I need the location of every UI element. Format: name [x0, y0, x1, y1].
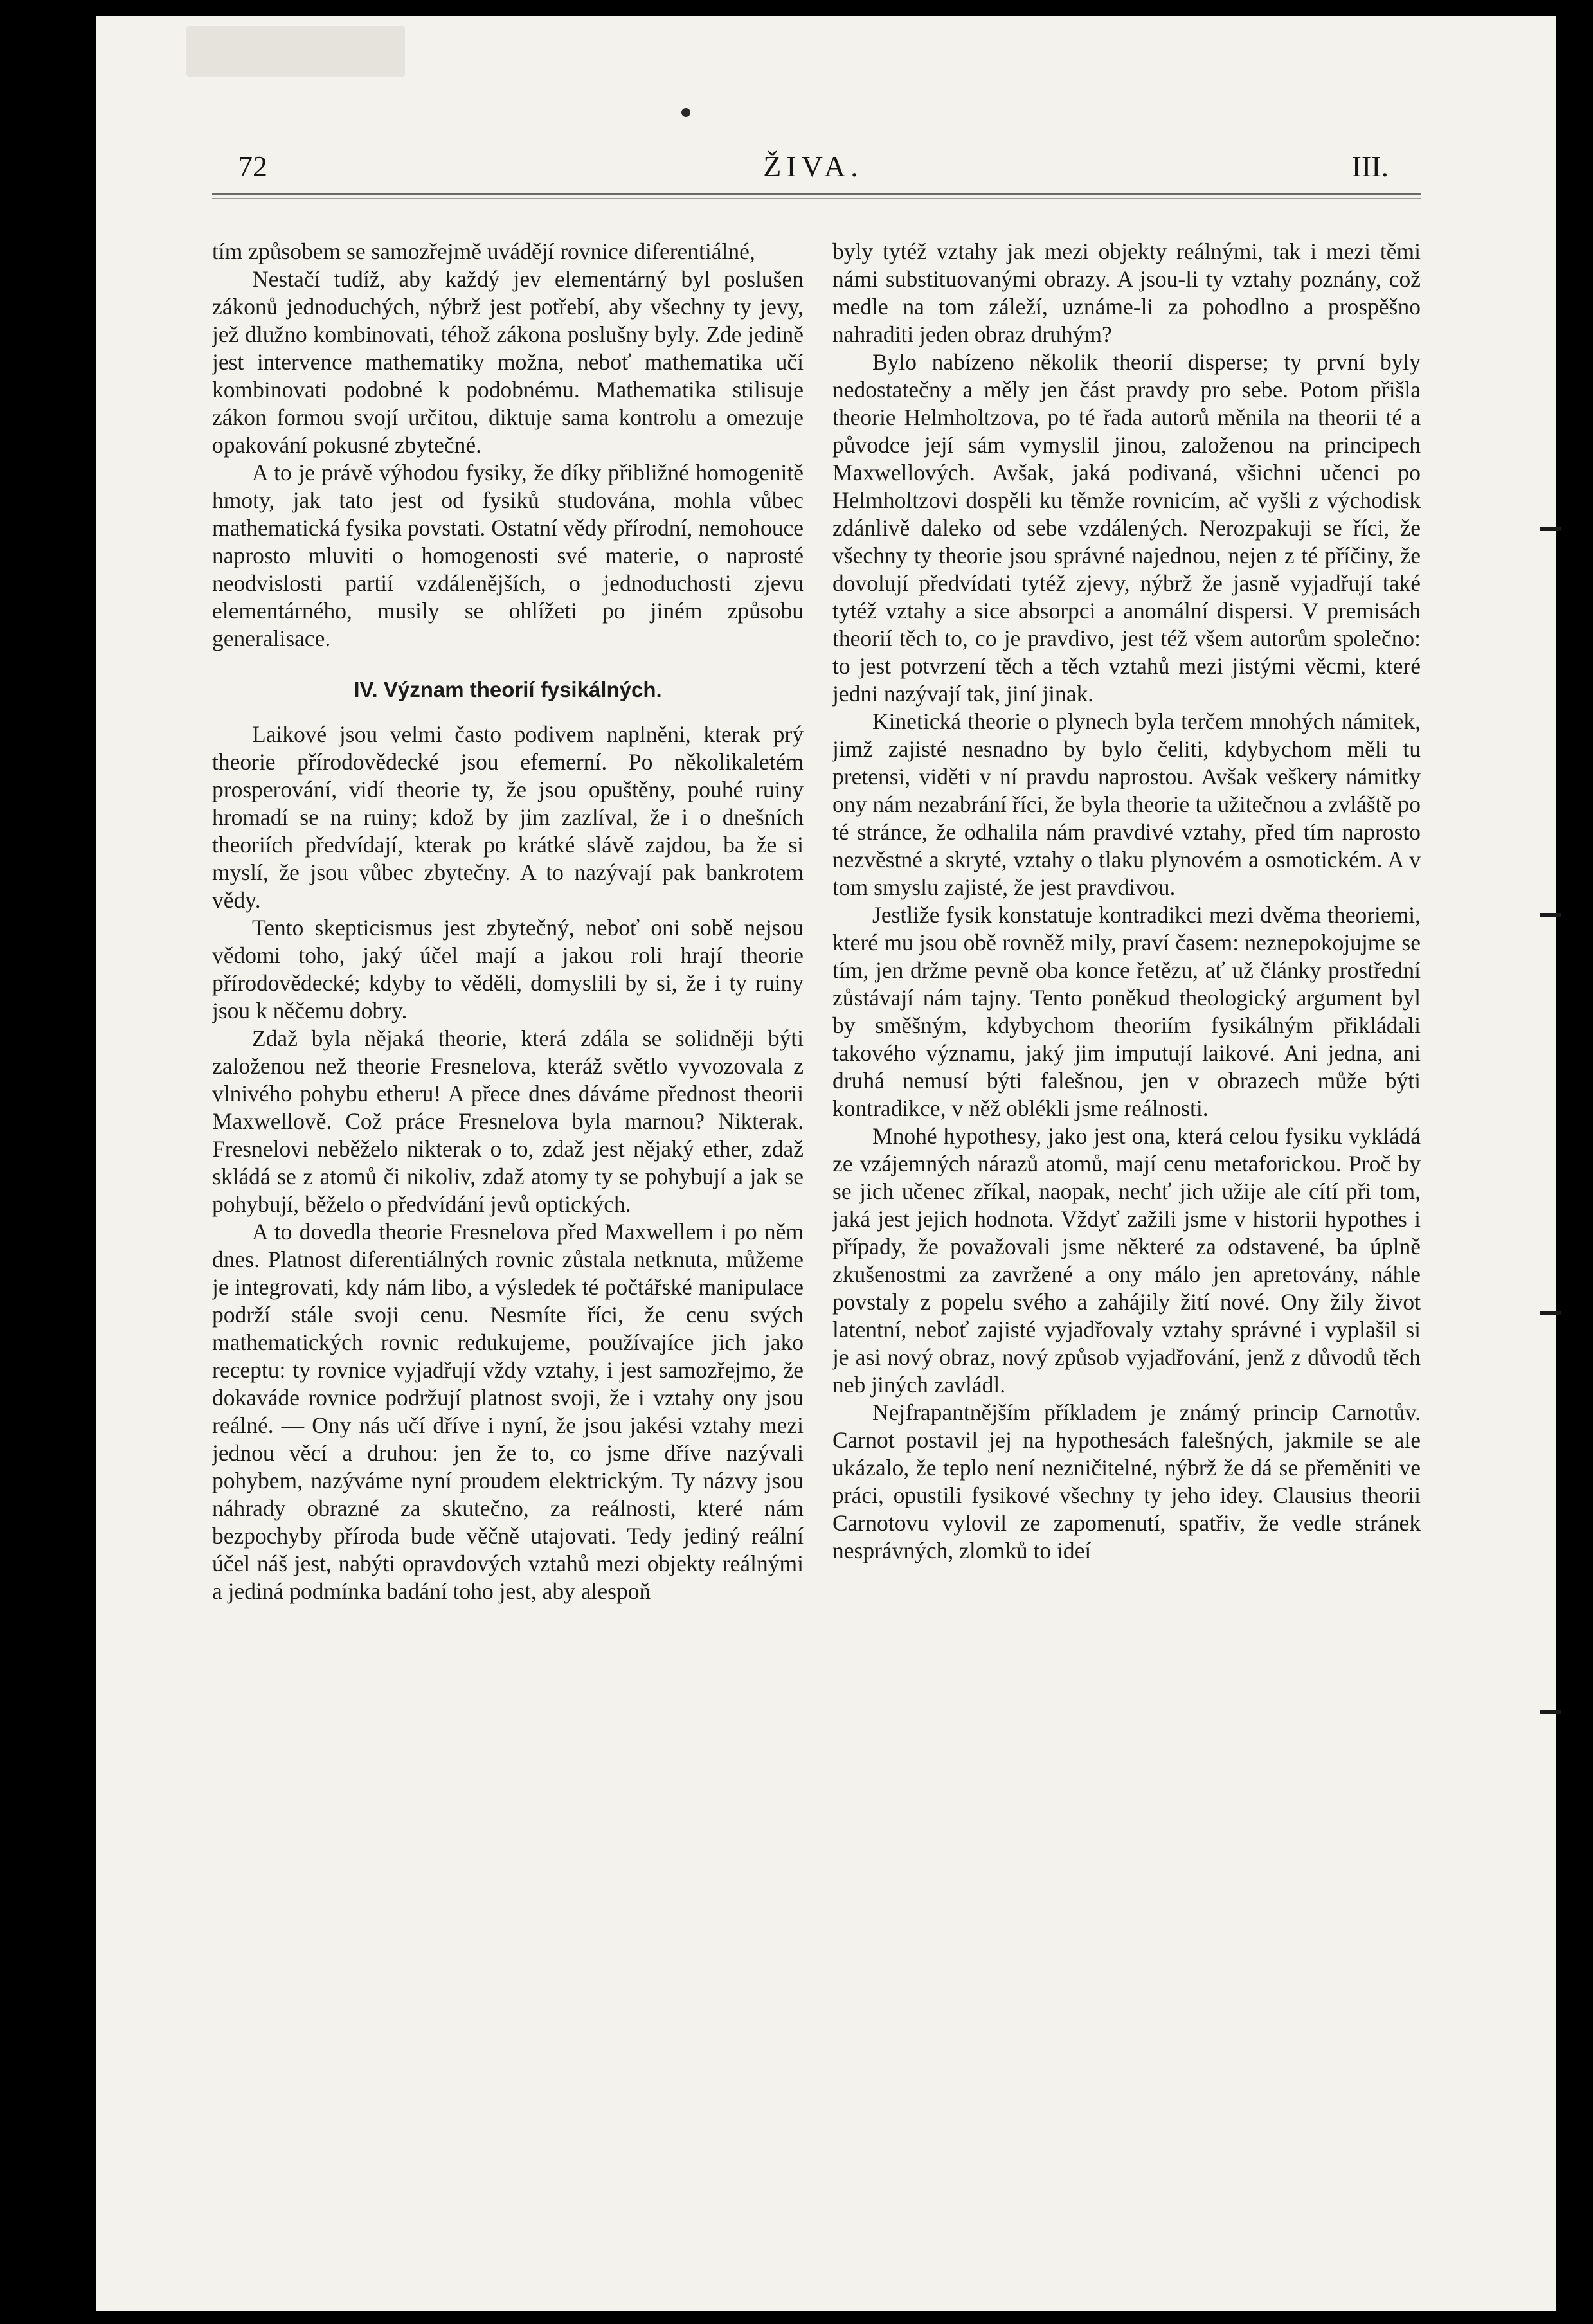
page-header	[238, 149, 1389, 188]
journal-title: ŽIVA.	[763, 150, 863, 183]
edge-mark	[1540, 1311, 1562, 1315]
edge-mark	[1540, 913, 1562, 917]
paragraph: Kinetická theorie o plynech byla terčem mnohých námitek, jimž zajisté nesnadno by bylo čeliti, kdybychom měli tu pretensi, viděti v ní pravdu naprostou. Avšak veškery námitky ony nám nezabrání říci, že byla theorie ta užitečnou a zvláště po té stránce, že odhalila nám pravdivé vztahy, před tím naprosto nezvěstné a skryté, vztahy o tlaku plynovém a osmotickém. A v tom smyslu zajisté, že jest pravdivou.	[833, 708, 1421, 900]
paragraph: Laikové jsou velmi často podivem naplněni, kterak prý theorie přírodovědecké jsou efemerní. Po několikaletém prosperování, vidí theorie ty, že jsou opuštěny, pouhé ruiny hromadí se na ruiny; kdož by jim zazlíval, že i o dnešních theoriích předvídají, kterak po krátké slávě zajdou, ba že si myslí, že jsou vůbec zbytečny. A to nazývají pak bankrotem vědy.	[212, 721, 804, 913]
volume-number: III.	[1351, 150, 1389, 183]
paragraph: Mnohé hypothesy, jako jest ona, která celou fysiku vykládá ze vzájemných nárazů atomů, mají cenu metaforickou. Proč by se jich učenec zříkal, naopak, nechť jich užije ale cítí při tom, jaká jest jejich hodnota. Vždyť zažili jsme v historii hypothes i případy, že považovali jsme některé za odstavené, ba úplně zkušenostmi za zavržené a ony málo jen apretovány, náhle povstaly z popelu svého a zahájily žití nové. Ony žily život latentní, neboť zajisté vyjadřovaly vztahy správné i vyplašil si je asi nový obraz, nový způsob vyjadřování, jenž z důvodů těch neb jiných zavládl.	[833, 1123, 1421, 1398]
edge-mark	[1540, 1710, 1562, 1714]
right-column	[833, 238, 1421, 2166]
paragraph: byly tytéž vztahy jak mezi objekty reálnými, tak i mezi těmi námi substituovanými obrazy. A jsou-li ty vztahy poznány, což medle na tom záleží, uznáme-li za pohodlno a prospěšno nahraditi jeden obraz druhým?	[833, 239, 1421, 347]
ink-dot	[681, 108, 690, 117]
paragraph: Tento skepticismus jest zbytečný, neboť oni sobě nejsou vědomi toho, jaký účel mají a jakou roli hrají theorie přírodovědecké; kdyby to věděli, domyslili by si, že i ty ruiny jsou k něčemu dobry.	[212, 915, 804, 1023]
paragraph: Zdaž byla nějaká theorie, která zdála se solidněji býti založenou než theorie Fresnelova, kteráž světlo vyvozovala z vlnivého pohybu etheru! A přece dnes dáváme přednost theorii Maxwellově. Což práce Fresnelova byla marnou? Nikterak. Fresnelovi neběželo nikterak o to, zdaž jest nějaký ether, zdaž skládá se z atomů či nikoliv, zdaž atomy ty se pohybují a jak se pohybují, běželo o předvídání jevů optických.	[212, 1025, 804, 1217]
section-heading: IV. Význam theorií fysikálných.	[354, 678, 662, 701]
paragraph: tím způsobem se samozřejmě uvádějí rovnice diferentiálné,	[212, 239, 755, 264]
left-column	[212, 238, 804, 2166]
paper-stain	[186, 26, 405, 77]
page-number: 72	[238, 150, 267, 183]
paragraph: A to dovedla theorie Fresnelova před Maxwellem i po něm dnes. Platnost diferentiálných rovnic zůstala netknuta, můžeme je integrovati, kdy nám libo, a výsledek té počtářské manipulace podrží stále svoji cenu. Nesmíte říci, že cenu svých mathematických rovnic redukujeme, používajíce jich jako receptu: ty rovnice vyjadřují vždy vztahy, i jest samozřejmo, že dokaváde rovnice podržují platnost svoji, že i vztahy ony jsou reálné. — Ony nás učí dříve i nyní, že jsou jakési vztahy mezi jednou věcí a druhou: jen že to, co jsme dříve nazývali pohybem, nazýváme nyní proudem elektrickým. Ty názvy jsou náhrady obrazné za skutečno, za reálnosti, které nám bezpochyby příroda bude věčně utajovati. Tedy jediný reální účel náš jest, nabýti opravdových vztahů mezi objekty reálnými a jediná podmínka badání toho jest, aby alespoň	[212, 1219, 804, 1604]
edge-mark	[1540, 527, 1562, 531]
paragraph: Jestliže fysik konstatuje kontradikci mezi dvěma theoriemi, které mu jsou obě rovněž mily, praví časem: neznepokojujme se tím, jen držme pevně oba konce řetězu, ať už články prostřední zůstávají nám tajny. Tento poněkud theologický argument byl by směšným, kdybychom theoriím fysikálným přikládali takového významu, jaký jim imputují laikové. Ani jedna, ani druhá nemusí býti falešnou, jen v obrazech může býti kontradikce, v něž oblékli jsme reálnosti.	[833, 902, 1421, 1121]
paragraph: Bylo nabízeno několik theorií disperse; ty první byly nedostatečny a měly jen část pravdy pro sebe. Potom přišla theorie Helmholtzova, po té řada autorů měnila na theorii té a původce její sám vymyslil jinou, založenou na principech Maxwellových. Avšak, jaká podivaná, všichni učenci po Helmholtzovi dospěli ku těmže rovnicím, ač vyšli z východisk zdánlivě daleko od sebe vzdálených. Nerozpakuji se říci, že všechny ty theorie jsou správné najednou, nejen z té příčiny, že dovolují předvídati tytéž zjevy, nýbrž že jasně vyjadřují také tytéž vztahy a sice absorpci a anomální dispersi. V premisách theorií těch to, co je pravdivo, jest též všem autorům společno: to jest potvrzení těch a těch vztahů mezi jistými věcmi, které jedni nazývají tak, jiní jinak.	[833, 349, 1421, 707]
header-rule-thin	[212, 198, 1421, 199]
header-rule	[212, 193, 1421, 195]
paragraph: Nestačí tudíž, aby každý jev elementárný byl poslušen zákonů jednoduchých, nýbrž jest potřebí, aby všechny ty jevy, jež dlužno kombinovati, téhož zákona poslušny byly. Zde jedině jest intervence mathematiky možna, neboť mathematika učí kombinovati podobné k podobnému. Mathematika stilisuje zákon formou svojí určitou, diktuje sama kontrolu a omezuje opakování pokusné zbytečné.	[212, 266, 804, 458]
paragraph: Nejfrapantnějším příkladem je známý princip Carnotův. Carnot postavil jej na hypothesách falešných, jakmile se ale ukázalo, že teplo není nezničitelné, nýbrž že dá se přeměniti ve práci, opustili fysikové všechny ty jeho idey. Clausius theorii Carnotovu vylovil ze zapomenutí, spatřiv, že vedle stránek nesprávných, zlomků to ideí	[833, 1400, 1421, 1563]
paragraph: A to je právě výhodou fysiky, že díky přibližné homogenitě hmoty, jak tato jest od fysiků studována, mohla vůbec mathematická fysika povstati. Ostatní vědy přírodní, nemohouce naprosto mluviti o homogenosti své materie, o naprosté neodvislosti partií vzdálenějších, o jednoduchosti zjevu elementárného, musily se ohlížeti po jiném způsobu generalisace.	[212, 460, 804, 651]
